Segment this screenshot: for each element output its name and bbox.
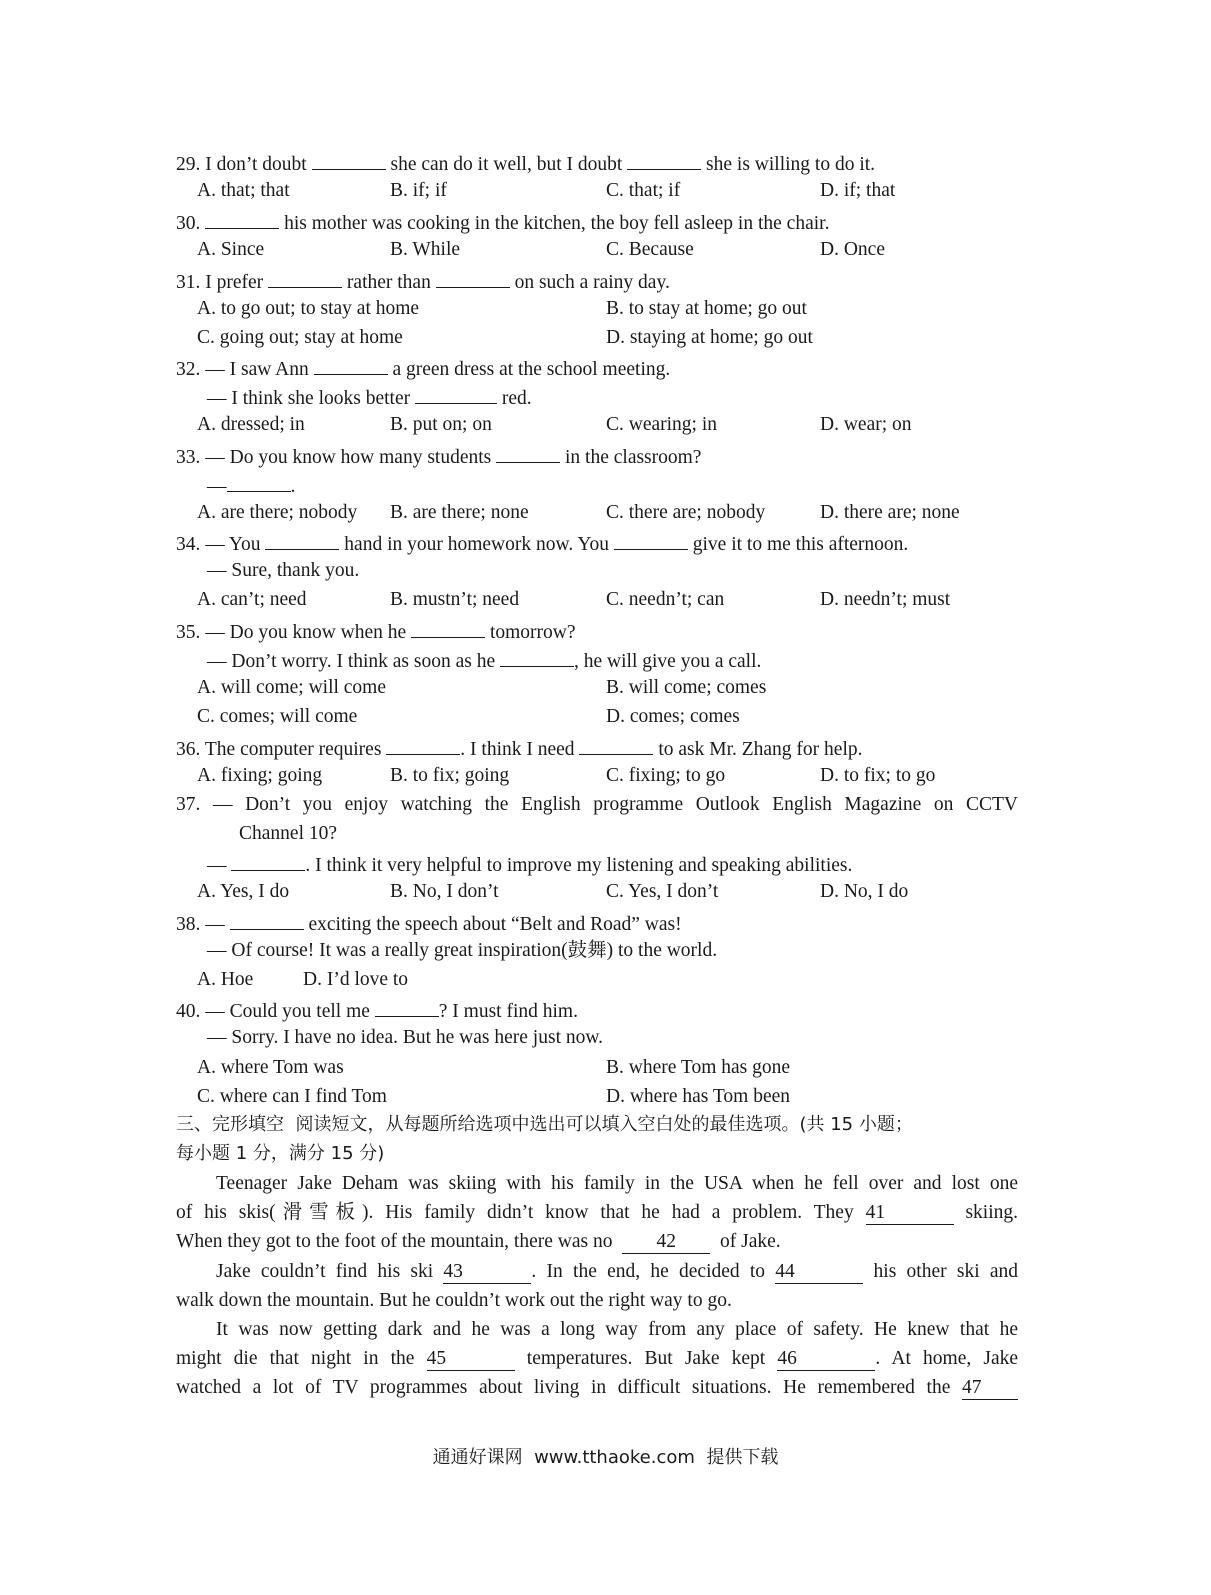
option-c: C. going out; stay at home: [197, 327, 403, 348]
question-38: 38. — exciting the speech about “Belt and Road” was!: [176, 909, 682, 938]
blank: [227, 471, 291, 492]
option-d: D. I’d love to: [303, 969, 409, 990]
question-35-reply: — Don’t worry. I think as soon as he , he will give you a call.: [207, 646, 761, 675]
option-a: A. Yes, I do: [197, 881, 290, 902]
question-40: 40. — Could you tell me ? I must find him.: [176, 996, 578, 1025]
blank: [614, 529, 688, 550]
question-32: 32. — I saw Ann a green dress at the school meeting.: [176, 354, 670, 383]
blank-46: 46: [777, 1348, 875, 1371]
passage-line: When they got to the foot of the mountain, there was no 42 of Jake.: [176, 1231, 781, 1252]
option-d: D. Once: [820, 239, 885, 260]
option-d: D. wear; on: [820, 414, 912, 435]
blank-45: 45: [427, 1348, 515, 1371]
option-a: A. Since: [197, 239, 265, 260]
option-d: D. staying at home; go out: [606, 327, 813, 348]
blank: [411, 617, 485, 638]
option-b: B. put on; on: [390, 414, 492, 435]
option-b: B. to stay at home; go out: [606, 298, 807, 319]
option-d: D. comes; comes: [606, 706, 740, 727]
blank: [375, 996, 439, 1017]
blank-42: 42: [622, 1231, 710, 1254]
passage-line: watched a lot of TV programmes about living in difficult situations. He remembered the 47: [176, 1375, 1018, 1401]
option-c: C. Because: [606, 239, 694, 260]
blank: [314, 354, 388, 375]
option-b: B. to fix; going: [390, 765, 510, 786]
passage-line: might die that night in the 45 temperatures. But Jake kept 46 . At home, Jake: [176, 1348, 1019, 1369]
option-c: C. needn’t; can: [606, 589, 725, 610]
question-37: 37. — Don’t you enjoy watching the English programme Outlook English Magazine on CCTV: [176, 794, 1018, 815]
blank-43: 43: [443, 1261, 531, 1284]
option-c: C. Yes, I don’t: [606, 881, 719, 902]
passage-line: Jake couldn’t find his ski 43 . In the end, he decided to 44 his other ski and: [216, 1261, 1019, 1282]
option-a: A. fixing; going: [197, 765, 323, 786]
passage-line: It was now getting dark and he was a long way from any place of safety. He knew that he: [216, 1319, 1018, 1340]
option-c: C. wearing; in: [606, 414, 718, 435]
passage-line: of his skis(滑雪板). His family didn’t know that he had a problem. They 41 skiing.: [176, 1202, 1019, 1223]
option-d: D. where has Tom been: [606, 1086, 791, 1107]
passage-line: walk down the mountain. But he couldn’t work out the right way to go.: [176, 1290, 732, 1311]
blank-41: 41: [866, 1202, 954, 1225]
option-c: C. there are; nobody: [606, 502, 766, 523]
question-29: 29. I don’t doubt she can do it well, but I doubt she is willing to do it.: [176, 149, 875, 178]
option-a: A. that; that: [197, 180, 290, 201]
question-37-cont: Channel 10?: [239, 823, 338, 844]
option-c: C. comes; will come: [197, 706, 358, 727]
question-33-reply: — .: [207, 471, 295, 500]
option-b: B. if; if: [390, 180, 447, 201]
blank: [205, 208, 279, 229]
blank: [579, 734, 653, 755]
blank-44: 44: [775, 1261, 863, 1284]
option-b: B. where Tom has gone: [606, 1057, 791, 1078]
blank-47: 47: [962, 1377, 1018, 1400]
question-38-reply: — Of course! It was a really great inspiration(鼓舞) to the world.: [207, 940, 718, 961]
option-a: A. can’t; need: [197, 589, 307, 610]
blank: [312, 149, 386, 170]
blank: [436, 267, 510, 288]
option-b: B. mustn’t; need: [390, 589, 520, 610]
option-b: B. will come; comes: [606, 677, 767, 698]
question-36: 36. The computer requires . I think I need to ask Mr. Zhang for help.: [176, 734, 862, 763]
section-instruction: 阅读短文，从每题所给选项中选出可以填入空白处的最佳选项。(共 15 小题；: [295, 1114, 913, 1135]
section-instruction-cont: 每小题 1 分，满分 15 分): [176, 1143, 385, 1164]
blank: [231, 850, 305, 871]
option-c: C. that; if: [606, 180, 681, 201]
option-a: A. where Tom was: [197, 1057, 344, 1078]
option-d: D. to fix; to go: [820, 765, 936, 786]
option-a: A. will come; will come: [197, 677, 387, 698]
section-heading: [176, 1112, 913, 1138]
option-a: A. dressed; in: [197, 414, 305, 435]
question-37-reply: — . I think it very helpful to improve my listening and speaking abilities.: [207, 850, 852, 879]
question-35: 35. — Do you know when he tomorrow?: [176, 617, 576, 646]
blank: [500, 646, 574, 667]
blank: [230, 909, 304, 930]
blank: [496, 442, 560, 463]
question-34: 34. — You hand in your homework now. You give it to me this afternoon.: [176, 529, 908, 558]
option-a: A. Hoe: [197, 969, 254, 990]
option-b: B. No, I don’t: [390, 881, 499, 902]
question-33: 33. — Do you know how many students in the classroom?: [176, 442, 701, 471]
option-c: C. fixing; to go: [606, 765, 726, 786]
option-d: D. there are; none: [820, 502, 960, 523]
option-b: B. are there; none: [390, 502, 529, 523]
question-32-reply: — I think she looks better red.: [207, 383, 532, 412]
option-c: C. where can I find Tom: [197, 1086, 387, 1107]
blank: [265, 529, 339, 550]
blank: [627, 149, 701, 170]
passage-line: Teenager Jake Deham was skiing with his family in the USA when he fell over and lost one: [216, 1173, 1018, 1194]
option-d: D. if; that: [820, 180, 896, 201]
question-40-reply: — Sorry. I have no idea. But he was here just now.: [207, 1027, 604, 1048]
option-d: D. No, I do: [820, 881, 909, 902]
option-a: A. to go out; to stay at home: [197, 298, 420, 319]
section-title: 三、完形填空: [176, 1114, 284, 1135]
option-d: D. needn’t; must: [820, 589, 951, 610]
question-31: 31. I prefer rather than on such a rainy day.: [176, 267, 670, 296]
page-footer: 通通好课网 www.tthaoke.com 提供下载: [432, 1447, 779, 1468]
question-30: 30. his mother was cooking in the kitchen, the boy fell asleep in the chair.: [176, 208, 829, 237]
blank: [415, 383, 497, 404]
option-a: A. are there; nobody: [197, 502, 358, 523]
question-34-reply: — Sure, thank you.: [207, 560, 360, 581]
blank: [268, 267, 342, 288]
blank: [386, 734, 460, 755]
option-b: B. While: [390, 239, 461, 260]
